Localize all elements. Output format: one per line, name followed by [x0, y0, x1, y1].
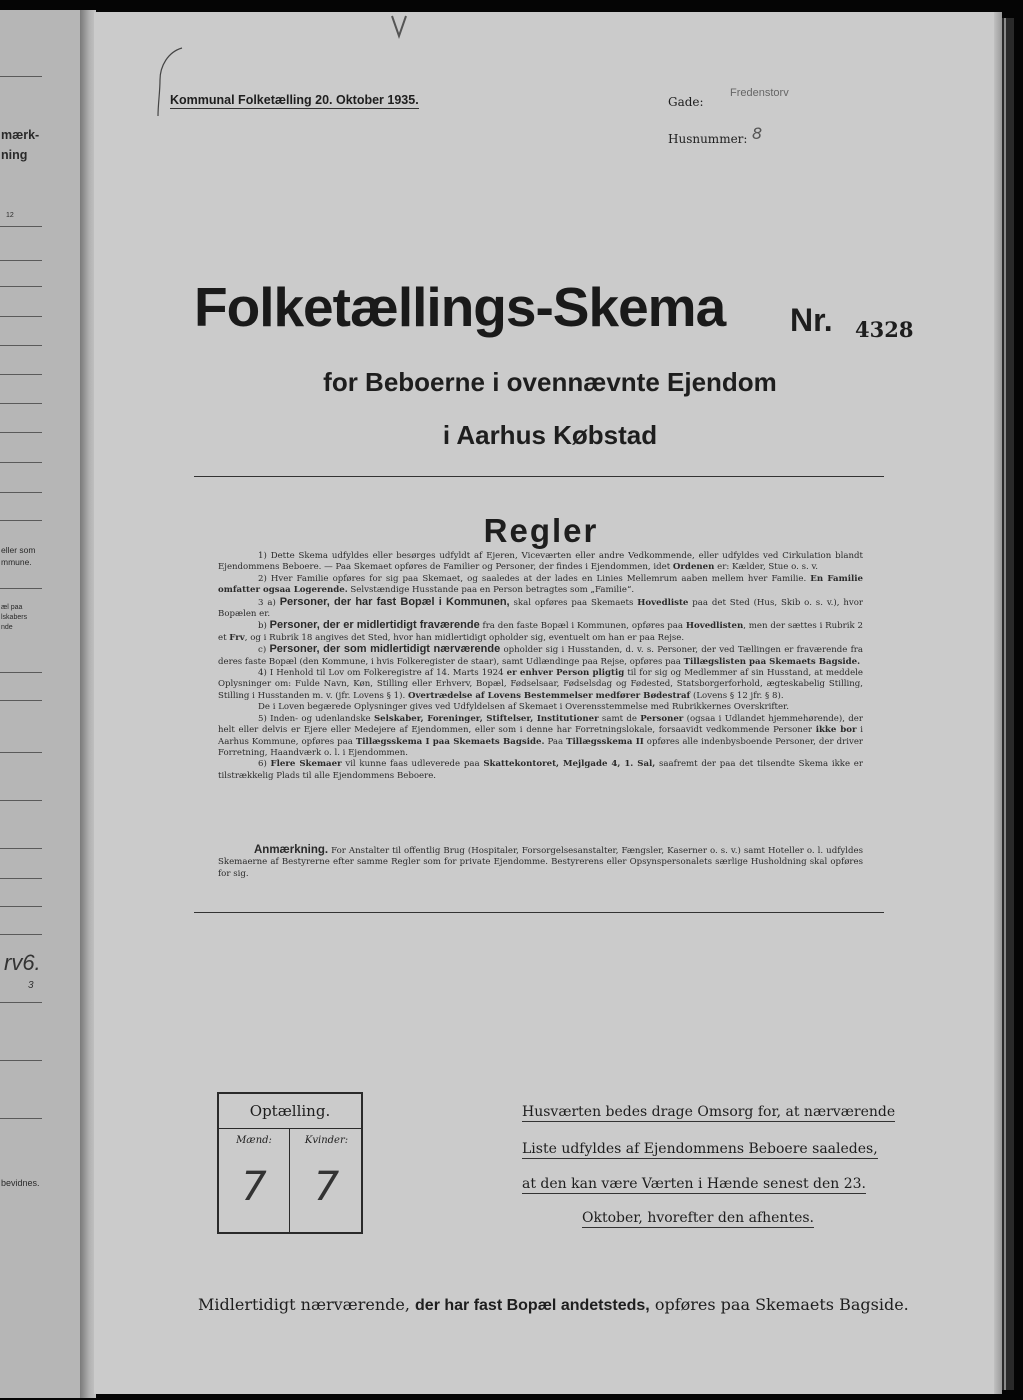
left-page-rule	[0, 1118, 42, 1119]
page-title: Folketællings-Skema	[194, 276, 726, 338]
form-number-value: 4328	[855, 317, 914, 342]
left-page-rule	[0, 878, 42, 879]
divider	[194, 912, 884, 913]
left-page-rule	[0, 848, 42, 849]
page-edge	[1004, 18, 1006, 1390]
left-page-rule	[0, 672, 42, 673]
landlord-notice-line: Liste udfyldes af Ejendommens Beboere saaledes,	[522, 1141, 878, 1157]
rule-paragraph: 4) I Henhold til Lov om Folkeregistre af 14. Marts 1924 er enhver Person pligtig til for sig og Medlemmer af sin Husstand, at meddele Oplysninger om: Fulde Navn, Køn, Stilling eller Erhverv, Bopæl, Fødselsaar, Fødselsdag og Fødested, Statsborgerforhold, ægteskabelig Stilling, Stilling i Husstanden m. v. (jfr. Lovens § 1). Overtrædelse af Lovens Bestemmelser medfører Bødestraf (Lovens § 12 jfr. § 8).	[218, 668, 863, 701]
rule-paragraph: 5) Inden- og udenlandske Selskaber, Foreninger, Stiftelser, Institutioner samt de Personer (ogsaa i Udlandet hjemmehørende), der helt eller delvis er Ejere eller Medejere af Ejendommen, eller som i denne har Forretningslokale, forsaavidt vedkommende Personer ikke bor i Aarhus Kommune, opføres paa Tillægsskema I paa Skemaets Bagside. Paa Tillægsskema II opføres alle indenbysboende Personer, der driver Forretning, Haandværk o. l. i Ejendommen.	[218, 713, 864, 758]
rule-paragraph: 2) Hver Familie opføres for sig paa Skemaet, og saaledes at der lades en Linies Mellemrum aaben mellem hver Familie. En Familie omfatter ogsaa Logerende. Selvstændige Husstande paa en Person betragtes som „Familie“.	[218, 573, 863, 596]
left-page-rule	[0, 800, 42, 801]
left-facing-page	[0, 10, 80, 1398]
left-page-rule	[0, 492, 42, 493]
left-page-rule	[0, 76, 42, 77]
left-page-fragment: lskabers	[1, 614, 28, 621]
left-page-fragment: ning	[1, 148, 28, 162]
left-page-rule	[0, 403, 42, 404]
rule-paragraph: De i Loven begærede Oplysninger gives ved Udfyldelsen af Skemaet i Overensstemmelse med Rubrikkernes Overskrifter.	[258, 702, 789, 713]
left-page-rule	[0, 906, 42, 907]
page-subtitle: i Aarhus Købstad	[442, 420, 658, 450]
rule-paragraph: c) Personer, der som midlertidigt nærværende opholder sig i Husstanden, d. v. s. Personer, der ved Tællingen er fraværende fra deres faste Bopæl (den Kommune, i hvis Folkeregister de staar), samt Udlændinge paa Rejse, opføres paa Tillægslisten paa Skemaets Bagside.	[218, 643, 863, 667]
left-page-fragment: mmune.	[1, 557, 32, 567]
left-page-rule	[0, 1060, 42, 1061]
house-number-value: 8	[752, 124, 763, 143]
left-page-rule	[0, 1002, 42, 1003]
rule-paragraph: 3 a) Personer, der har fast Bopæl i Kommunen, skal opføres paa Skemaets Hovedliste paa det Sted (Hus, Skib o. s. v.), hvor Bopælen er.	[218, 595, 864, 620]
rule-paragraph: 6) Flere Skemaer vil kunne faas udleverede paa Skattekontoret, Mejlgade 4, 1. Sal, saafremt der paa det tilsendte Skema ikke er tilstrækkelig Plads til alle Ejendommens Beboere.	[218, 759, 863, 781]
left-page-rule	[0, 345, 42, 346]
men-count: 7	[241, 1164, 267, 1210]
women-label: Kvinder:	[304, 1135, 349, 1146]
count-box	[217, 1092, 363, 1234]
note-paragraph: Anmærkning. For Anstalter til offentlig Brug (Hospitaler, Forsorgelsesanstalter, Fængsler, Kaserner o. s. v.) samt Hoteller o. l. udfyldes Skemaerne af Bestyrerne efter samme Regler som for private Ejendomme. Bestyrerens eller Opsynspersonalets særlige Husholdning skal opføres for sig.	[218, 844, 863, 879]
footer-note: Midlertidigt nærværende, der har fast Bopæl andetsteds, opføres paa Skemaets Bagside.	[198, 1295, 909, 1314]
women-count: 7	[313, 1164, 340, 1210]
house-number-label: Husnummer:	[668, 132, 748, 146]
rule-paragraph: 1) Dette Skema udfyldes eller besørges udfyldt af Ejeren, Viceværten eller andre Vedkommende, eller udfyldes ved Cirkulation blandt Ejendommens Beboere. — Paa Skemaet opføres de Familier og Personer, der findes i Ejendommen, idet Ordenen er: Kælder, Stue o. s. v.	[218, 551, 863, 573]
note-label: Anmærkning.	[254, 844, 329, 856]
page-subtitle: for Beboerne i ovennævnte Ejendom	[323, 367, 777, 397]
left-page-fragment: 12	[6, 212, 14, 219]
landlord-notice-line: at den kan være Værten i Hænde senest den 23.	[522, 1176, 867, 1192]
count-box-divider	[219, 1128, 361, 1129]
rule-paragraph: b) Personer, der er midlertidigt fraværende fra den faste Bopæl i Kommunen, opføres paa Hovedlisten, men der sættes i Rubrik 2 et Frv, og i Rubrik 18 angives det Sted, hvor han midlertidigt opholder sig, eventuelt om han er paa Rejse.	[218, 619, 863, 643]
left-page-rule	[0, 934, 42, 935]
left-page-rule	[0, 588, 42, 589]
left-page-fragment: mærk-	[1, 128, 40, 142]
left-page-rule	[0, 462, 42, 463]
left-page-rule	[0, 286, 42, 287]
left-page-rule	[0, 226, 42, 227]
left-page-fragment: nde	[1, 624, 13, 631]
count-title: Optælling.	[249, 1102, 331, 1120]
street-value: Fredenstorv	[730, 87, 789, 99]
fold-mark	[390, 14, 408, 40]
left-page-rule	[0, 752, 42, 753]
men-label: Mænd:	[236, 1135, 272, 1146]
rules-text	[218, 551, 863, 782]
left-page-rule	[0, 700, 42, 701]
rules-heading: Regler	[483, 512, 599, 549]
form-number-label: Nr.	[790, 302, 833, 338]
street-label: Gade:	[668, 95, 704, 109]
left-page-handwriting: rv6.	[4, 950, 41, 975]
left-page-rule	[0, 316, 42, 317]
divider	[194, 476, 884, 477]
left-page-rule	[0, 260, 42, 261]
landlord-notice-line: Oktober, hvorefter den afhentes.	[582, 1210, 814, 1226]
landlord-notice-line: Husværten bedes drage Omsorg for, at nærværende	[522, 1104, 896, 1120]
note-text	[218, 845, 863, 880]
census-header: Kommunal Folketælling 20. Oktober 1935.	[170, 93, 419, 107]
left-page-fragment: æl paa	[1, 604, 23, 611]
left-page-handwriting: 3	[28, 980, 34, 991]
left-page-fragment: eller som	[1, 545, 36, 555]
left-page-fragment: bevidnes.	[1, 1178, 40, 1188]
